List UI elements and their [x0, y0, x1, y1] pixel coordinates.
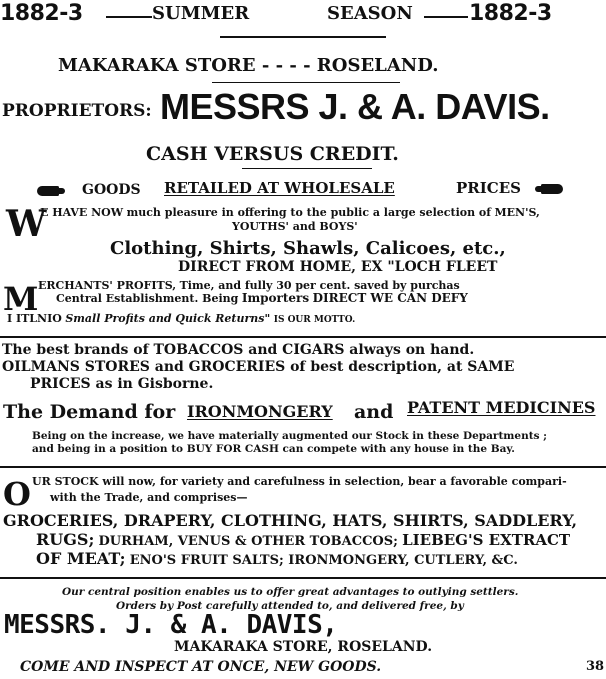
tobacco-line-3: PRICES as in Gisborne. [30, 376, 214, 392]
masthead-dash-left [106, 16, 152, 18]
demand-ironmongery: IRONMONGERY [187, 402, 333, 421]
retailed-label: RETAILED AT WHOLESALE [164, 179, 395, 197]
dropcap-w: W [6, 203, 47, 245]
merchants-defy: DIRECT WE CAN DEFY [312, 291, 468, 305]
store-rule [212, 82, 400, 83]
stock-line-1: UR STOCK will now, for variety and carefulness in selection, bear a favorable compari- [32, 475, 567, 488]
section-divider-3 [0, 577, 606, 579]
intro-mens: MEN'S, [494, 206, 540, 219]
pointing-hand-right-icon [541, 184, 563, 194]
section-divider-2 [0, 466, 606, 468]
prices-label: PRICES [456, 179, 521, 197]
stock-enos: ENO'S FRUIT SALTS; IRONMONGERY, CUTLERY, &C. [129, 553, 518, 568]
demand-and: and [354, 401, 394, 423]
merchants-prefix: I ITLNIO [7, 312, 62, 325]
stock-rugs: RUGS; [36, 530, 95, 549]
stock-line-3: GROCERIES, DRAPERY, CLOTHING, HATS, SHIRTS, SADDLERY, [3, 511, 578, 530]
intro-lead: E HAVE NOW [40, 206, 124, 219]
merchants-importers: Importers [241, 291, 310, 305]
section-divider-1 [0, 336, 606, 338]
merchants-line-3 [7, 313, 355, 325]
masthead-summer: SUMMER [152, 3, 250, 24]
demand-patent: PATENT MEDICINES [407, 398, 596, 417]
merchants-saved: Time, and fully 30 per cent. saved by purchas [179, 279, 460, 292]
merchants-line-1 [38, 280, 460, 291]
stock-line-2: with the Trade, and comprises— [50, 491, 248, 504]
masthead-dash-right [424, 16, 468, 18]
stock-line-4 [36, 532, 570, 548]
merchants-line-2 [56, 292, 468, 304]
demand-line-2: Being on the increase, we have materially augmented our Stock in these Departments ; [32, 430, 548, 442]
masthead-year-left: 1882-3 [0, 1, 83, 26]
merchants-lead: ERCHANTS' PROFITS, [38, 279, 177, 292]
intro-line-4: DIRECT FROM HOME, EX "LOCH FLEET [178, 259, 498, 275]
pointing-hand-left-icon [37, 186, 59, 196]
proprietors-label: PROPRIETORS: [2, 101, 152, 121]
stock-meat: OF MEAT; [36, 549, 126, 568]
intro-line-2: YOUTHS' and BOYS' [232, 220, 358, 233]
stock-liebeg: LIEBEG'S EXTRACT [402, 531, 571, 549]
tagline: CASH VERSUS CREDIT. [146, 143, 399, 165]
footer-store-line: MAKARAKA STORE, ROSELAND. [174, 639, 433, 655]
tobacco-line-1: The best brands of TOBACCOS and CIGARS always on hand. [2, 342, 475, 358]
masthead-season: SEASON [327, 3, 413, 24]
footer-number: 38 [586, 659, 605, 674]
masthead-underline [220, 36, 386, 38]
dropcap-m: M [3, 280, 39, 318]
store-name: MAKARAKA STORE - - - - ROSELAND. [58, 55, 439, 76]
tagline-rule [242, 168, 372, 169]
merchants-central: Central Establishment. Being [56, 292, 239, 305]
demand-line-3: and being in a position to BUY FOR CASH can compete with any house in the Bay. [32, 443, 515, 455]
tobacco-line-2: OILMANS STORES and GROCERIES of best description, at SAME [2, 359, 515, 375]
demand-the-demand: The Demand for [3, 401, 176, 423]
goods-label: GOODS [82, 182, 141, 198]
footer-big-name: MESSRS. J. & A. DAVIS, [4, 610, 338, 640]
intro-line-1 [40, 207, 540, 218]
footer-come-inspect: COME AND INSPECT AT ONCE, NEW GOODS. [20, 659, 382, 675]
stock-tobaccos: DURHAM, VENUS & OTHER TOBACCOS; [98, 534, 398, 549]
footer-line-2: Orders by Post carefully attended to, and delivered free, by [116, 600, 464, 612]
intro-line-3: Clothing, Shirts, Shawls, Calicoes, etc., [110, 238, 506, 259]
stock-line-5 [36, 551, 518, 567]
footer-line-1: Our central position enables us to offer great advantages to outlying settlers. [62, 586, 519, 598]
merchants-motto: Small Profits and Quick Returns" [65, 312, 271, 325]
masthead-year-right: 1882-3 [469, 1, 552, 26]
merchants-motto-tail: IS OUR MOTTO. [273, 315, 356, 325]
dropcap-o: O [3, 475, 31, 513]
intro-body: much pleasure in offering to the public a large selection of [126, 206, 491, 219]
proprietors-name: MESSRS J. & A. DAVIS. [160, 86, 550, 127]
